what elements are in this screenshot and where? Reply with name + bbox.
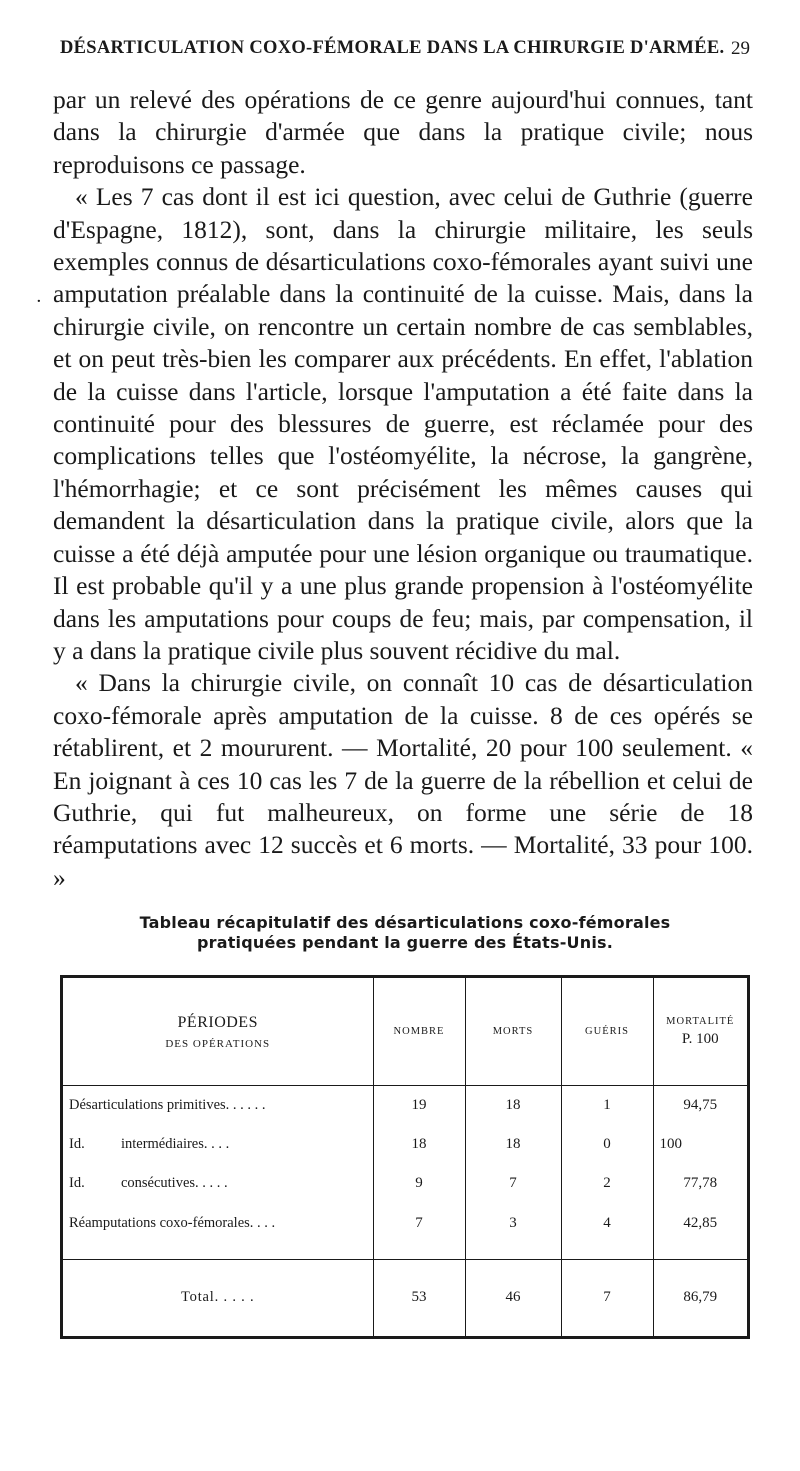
- row-label: Désarticulations primitives. . . . . .: [69, 1097, 266, 1114]
- summary-table: [60, 975, 750, 1339]
- total-mortalite: 86,79: [653, 1259, 747, 1336]
- total-nombre: 53: [373, 1259, 465, 1336]
- row-label: Id. intermédiaires. . . .: [69, 1136, 230, 1153]
- cell-mortalite: 42,85: [653, 1204, 747, 1243]
- cell-gueris: 1: [561, 1086, 653, 1126]
- paragraph-3: « Dans la chirurgie civile, on connaît 10 cas de désarticulation coxo-fémorale après amputation de la cuisse. 8 de ces opérés se rétablirent, et 2 moururent. — Mortalité, 20 pour 100 seulement. « En joignant à ces 10 cas les 7 de la guerre de la rébellion et celui de Guthrie, qui fut malheureux, on forme une série de 18 réamputations avec 12 succès et 6 morts. — Mortalité, 33 pour 100. »: [53, 668, 753, 892]
- table-caption: [60, 913, 750, 953]
- table-row: [63, 1125, 747, 1164]
- total-label: Total. . . . .: [63, 1259, 373, 1336]
- cell-nombre: 18: [373, 1125, 465, 1164]
- row-label: Réamputations coxo-fémorales. . . .: [69, 1214, 276, 1231]
- header-title: DÉSARTICULATION COXO-FÉMORALE DANS LA CHIRURGIE D'ARMÉE.: [60, 38, 725, 58]
- data-table: [63, 978, 747, 1336]
- cell-mortalite: 94,75: [653, 1086, 747, 1126]
- table-row: [63, 1164, 747, 1203]
- cell-morts: 3: [465, 1204, 561, 1243]
- cell-morts: 18: [465, 1086, 561, 1126]
- margin-dot: ·: [36, 291, 42, 312]
- cell-nombre: 9: [373, 1164, 465, 1203]
- cell-gueris: 0: [561, 1125, 653, 1164]
- cell-gueris: 4: [561, 1204, 653, 1243]
- caption-line-1: Tableau récapitulatif des désarticulations coxo-fémorales: [139, 913, 671, 932]
- table-row: [63, 1086, 747, 1126]
- cell-mortalite: 100: [653, 1125, 747, 1164]
- caption-line-2: pratiquées pendant la guerre des États-Unis.: [196, 933, 614, 952]
- total-gueris: 7: [561, 1259, 653, 1336]
- header-gueris: GUÉRIS: [561, 978, 653, 1086]
- header-mortalite: MORTALITÉ P. 100: [653, 978, 747, 1086]
- cell-gueris: 2: [561, 1164, 653, 1203]
- running-header: [60, 38, 750, 74]
- row-label: Id. consécutives. . . . .: [69, 1175, 228, 1192]
- table-row: [63, 1204, 747, 1243]
- header-morts: MORTS: [465, 978, 561, 1086]
- total-morts: 46: [465, 1259, 561, 1336]
- page-number: 29: [731, 38, 750, 59]
- cell-mortalite: 77,78: [653, 1164, 747, 1203]
- cell-morts: 7: [465, 1164, 561, 1203]
- spacer-row: [63, 1243, 747, 1260]
- paragraph-2: « Les 7 cas dont il est ici question, avec celui de Guthrie (guerre d'Espagne, 1812), sont, dans la chirurgie militaire, les seuls exemples connus de désarticulations coxo-fémorales ayant suivi une amputation préalable dans la continuité de la cuisse. Mais, dans la chirurgie civile, on rencontre un certain nombre de cas semblables, et on peut très-bien les comparer aux précédents. En effet, l'ablation de la cuisse dans l'article, lorsque l'amputation a été faite dans la continuité pour des blessures de guerre, est réclamée pour des complications telles que l'ostéomyélite, la nécrose, la gangrène, l'hémorrhagie; et ce sont précisément les mêmes causes qui demandent la désarticulation dans la pratique civile, alors que la cuisse a été déjà amputée pour une lésion organique ou traumatique. Il est probable qu'il y a une plus grande propension à l'ostéomyélite dans les amputations pour coups de feu; mais, par compensation, il y a dans la pratique civile plus souvent récidive du mal.: [53, 182, 753, 665]
- cell-morts: 18: [465, 1125, 561, 1164]
- paragraph-1: par un relevé des opérations de ce genre aujourd'hui connues, tant dans la chirurgie d'armée que dans la pratique civile; nous reproduisons ce passage.: [53, 85, 753, 179]
- total-row: [63, 1259, 747, 1336]
- header-nombre: NOMBRE: [373, 978, 465, 1086]
- body-text: [53, 84, 753, 894]
- table-header-row: [63, 978, 747, 1086]
- cell-nombre: 19: [373, 1086, 465, 1126]
- cell-nombre: 7: [373, 1204, 465, 1243]
- header-periodes: PÉRIODES DES OPÉRATIONS: [63, 978, 373, 1086]
